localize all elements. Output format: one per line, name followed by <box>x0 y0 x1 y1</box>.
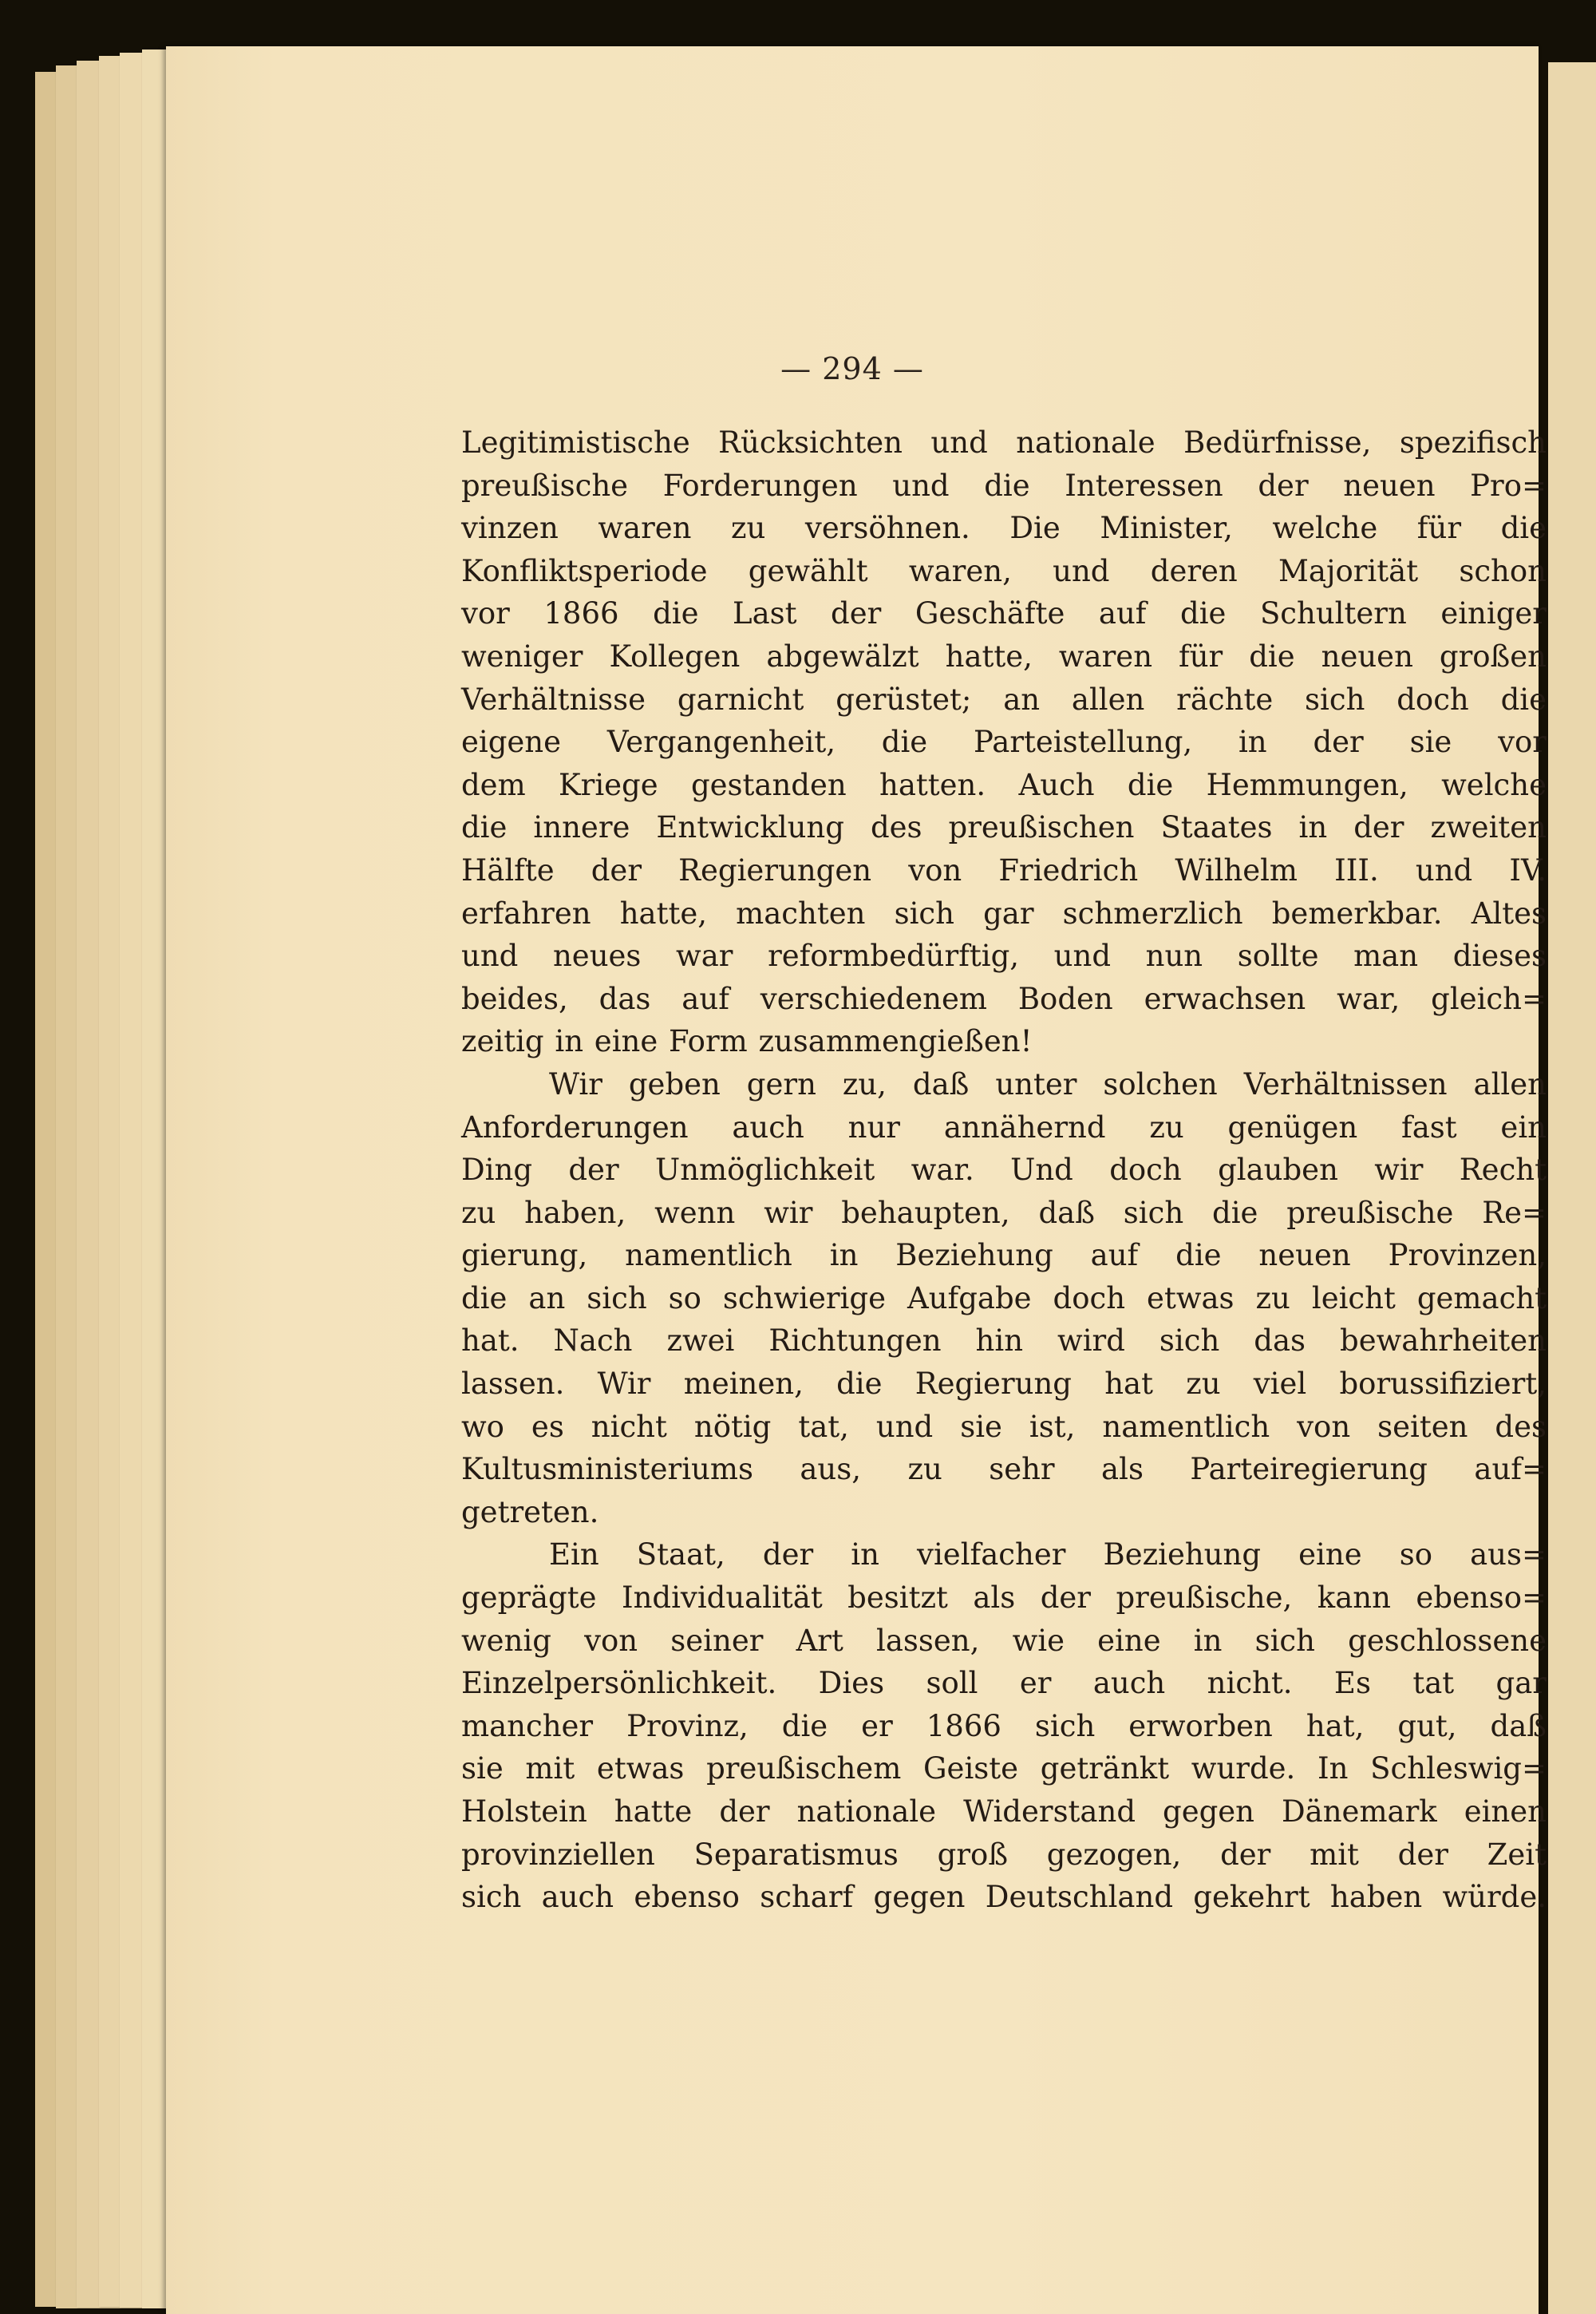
text-line: vor 1866 die Last der Geschäfte auf die Schultern einiger <box>461 596 1547 631</box>
text-line: Holstein hatte der nationale Widerstand gegen Dänemark einen <box>461 1794 1547 1829</box>
text-line: und neues war reformbedürftig, und nun sollte man dieses <box>461 939 1547 974</box>
facing-page-edge <box>1548 62 1596 2314</box>
text-line: Einzelpersönlichkeit. Dies soll er auch nicht. Es tat gar <box>461 1666 1547 1701</box>
text-line: sich auch ebenso scharf gegen Deutschland gekehrt haben würde. <box>461 1880 1547 1915</box>
text-line: hat. Nach zwei Richtungen hin wird sich das bewahrheiten <box>461 1323 1547 1359</box>
text-line: getreten. <box>461 1494 599 1529</box>
text-line: Kultusministeriums aus, zu sehr als Parteiregierung auf= <box>461 1452 1547 1487</box>
text-line: geprägte Individualität besitzt als der preußische, kann ebenso= <box>461 1580 1547 1616</box>
text-line: zeitig in eine Form zusammengießen! <box>461 1024 1033 1059</box>
text-line: mancher Provinz, die er 1866 sich erworben hat, gut, daß <box>461 1708 1547 1743</box>
text-line: Verhältnisse garnicht gerüstet; an allen rächte sich doch die <box>461 682 1547 717</box>
text-line: Wir geben gern zu, daß unter solchen Verhältnissen allen <box>549 1066 1547 1102</box>
text-line: Konfliktsperiode gewählt waren, und deren Majorität schon <box>461 553 1547 588</box>
text-line: weniger Kollegen abgewälzt hatte, waren für die neuen großen <box>461 639 1547 674</box>
text-line: dem Kriege gestanden hatten. Auch die Hemmungen, welche <box>461 767 1547 802</box>
text-line: zu haben, wenn wir behaupten, daß sich die preußische Re= <box>461 1195 1547 1230</box>
text-line: Ding der Unmöglichkeit war. Und doch glauben wir Recht <box>461 1153 1547 1188</box>
text-line: wo es nicht nötig tat, und sie ist, namentlich von seiten des <box>461 1409 1547 1444</box>
text-line: provinziellen Separatismus groß gezogen, der mit der Zeit <box>461 1837 1547 1872</box>
text-line: wenig von seiner Art lassen, wie eine in sich geschlossene <box>461 1623 1547 1658</box>
text-line: Anforderungen auch nur annähernd zu genügen fast ein <box>461 1110 1547 1145</box>
text-line: erfahren hatte, machten sich gar schmerzlich bemerkbar. Altes <box>461 896 1547 931</box>
text-line: Hälfte der Regierungen von Friedrich Wilhelm III. und IV. <box>461 852 1547 888</box>
text-line: beides, das auf verschiedenem Boden erwachsen war, gleich= <box>461 981 1547 1016</box>
text-line: preußische Forderungen und die Interessen der neuen Pro= <box>461 468 1547 503</box>
book-page <box>166 46 1547 2314</box>
text-line: die innere Entwicklung des preußischen Staates in der zweiten <box>461 810 1547 845</box>
text-line: eigene Vergangenheit, die Parteistellung, in der sie vor <box>461 725 1547 760</box>
text-line: gierung, namentlich in Beziehung auf die neuen Provinzen, <box>461 1238 1547 1273</box>
text-line: lassen. Wir meinen, die Regierung hat zu viel borussifiziert, <box>461 1367 1547 1402</box>
text-line: vinzen waren zu versöhnen. Die Minister, welche für die <box>461 511 1547 546</box>
text-line: die an sich so schwierige Aufgabe doch etwas zu leicht gemacht <box>461 1280 1547 1315</box>
body-text <box>461 421 1547 1919</box>
text-line: Legitimistische Rücksichten und nationale Bedürfnisse, spezifisch <box>461 425 1547 460</box>
text-line: sie mit etwas preußischem Geiste getränkt wurde. In Schleswig= <box>461 1751 1547 1786</box>
text-line: Ein Staat, der in vielfacher Beziehung eine so aus= <box>549 1537 1547 1572</box>
page-number: — 294 — <box>780 351 924 386</box>
